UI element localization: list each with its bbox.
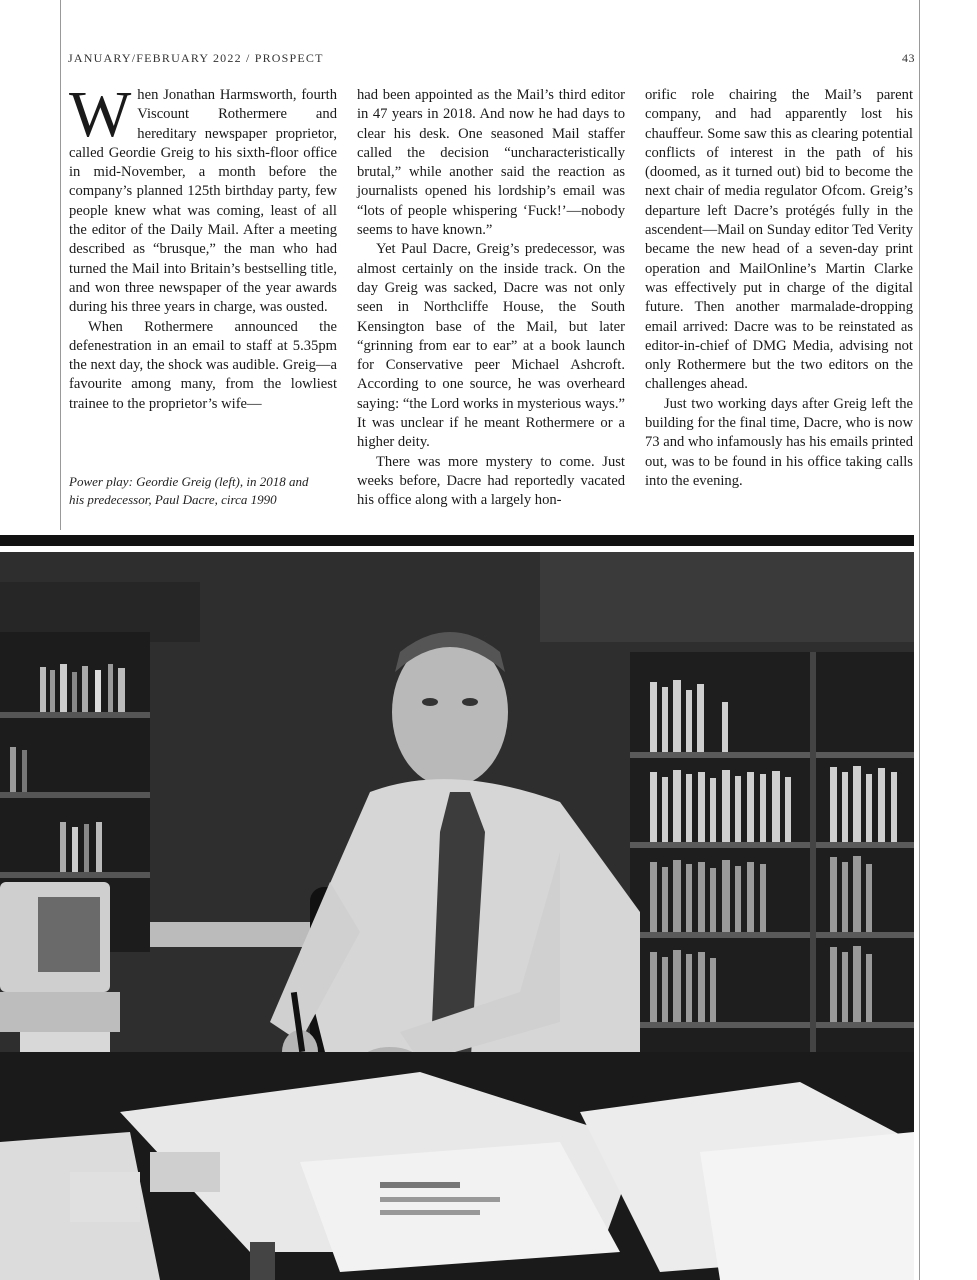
article-photo [0, 552, 914, 1280]
article-column-3 [645, 86, 913, 491]
caption-line: his predecessor, Paul Dacre, circa 1990 [69, 492, 277, 507]
paragraph: Just two working days after Greig left the building for the final time, Dacre, who is now 73 and who infamously has his emails printed out, was to be found in his office taking calls into the evening. [645, 395, 913, 489]
photo-top-bar [0, 535, 914, 546]
photo-caption [69, 473, 339, 509]
paragraph: had been appointed as the Mail’s third editor in 47 years in 2018. And now he had days to clear his desk. One seasoned Mail staffer called the decision “uncharacteristically brutal,” while another said the reaction as journalists opened his lordship’s email was “lots of people whispering ‘Fuck!’—nobody seems to have known.” [357, 87, 625, 239]
caption-line: Power play: Geordie Greig (left), in 2018 and [69, 474, 309, 489]
article-column-2 [357, 86, 625, 511]
paragraph [69, 78, 337, 318]
paragraph: There was more mystery to come. Just weeks before, Dacre had reportedly vacated his office along with a largely hon- [357, 453, 625, 509]
issue-label: JANUARY/FEBRUARY 2022 / PROSPECT [68, 51, 324, 65]
article-column-1 [69, 78, 337, 414]
right-bookshelf [630, 652, 914, 1102]
paragraph: When Rothermere announced the defenestration in an email to staff at 5.35pm the next day, the shock was audible. Greig—a favourite among many, from the lowliest trainee to the proprietor’s wife— [69, 318, 337, 412]
paragraph-text: hen Jonathan Harmsworth, fourth Viscount Rothermere and hereditary newspaper proprietor, called Geordie Greig to his sixth-floor office in mid-November, a month before the company’s planned 125th birthday party, few people knew what was coming, least of all the editor of the Daily Mail. After a meeting described as “brusque,” the man who had turned the Mail into Britain’s bestselling title, and won three newspaper of the year awards during his three years in charge, was ousted. [69, 87, 337, 316]
right-column-rule [919, 0, 920, 1280]
page-header [68, 51, 915, 67]
drop-cap: W [69, 78, 132, 151]
page-number: 43 [902, 51, 915, 65]
left-column-rule [60, 0, 61, 530]
computer-monitor [0, 882, 120, 1057]
paragraph: orific role chairing the Mail’s parent company, and had apparently lost his chauffeur. Some saw this as clearing potential conflicts of interest in the path of his (doomed, as it turned out) bid to become the next chair of media regulator Ofcom. Greig’s departure left Dacre’s protégés fully in the ascendent—Mail on Sunday editor Ted Verity became the new head of a seven-day print operation and MailOnline’s Martin Clarke was effectively put in charge of the digital future. Then another marmalade-dropping email arrived: Dacre was to be reinstated as editor-in-chief of DMG Media, advising not only Rothermere but the two editors on the challenges ahead. [645, 87, 913, 393]
photo-illustration [0, 552, 914, 1280]
paragraph: Yet Paul Dacre, Greig’s predecessor, was almost certainly on the inside track. On the day Greig was sacked, Dacre was not only seen in Northcliffe House, the South Kensington base of the Mail, but later “grinning from ear to ear” at a book launch for Conservative peer Michael Ashcroft. According to one source, he was overheard saying: “the Lord works in mysterious ways.” It was unclear if he meant Rothermere or a higher deity. [357, 241, 625, 451]
